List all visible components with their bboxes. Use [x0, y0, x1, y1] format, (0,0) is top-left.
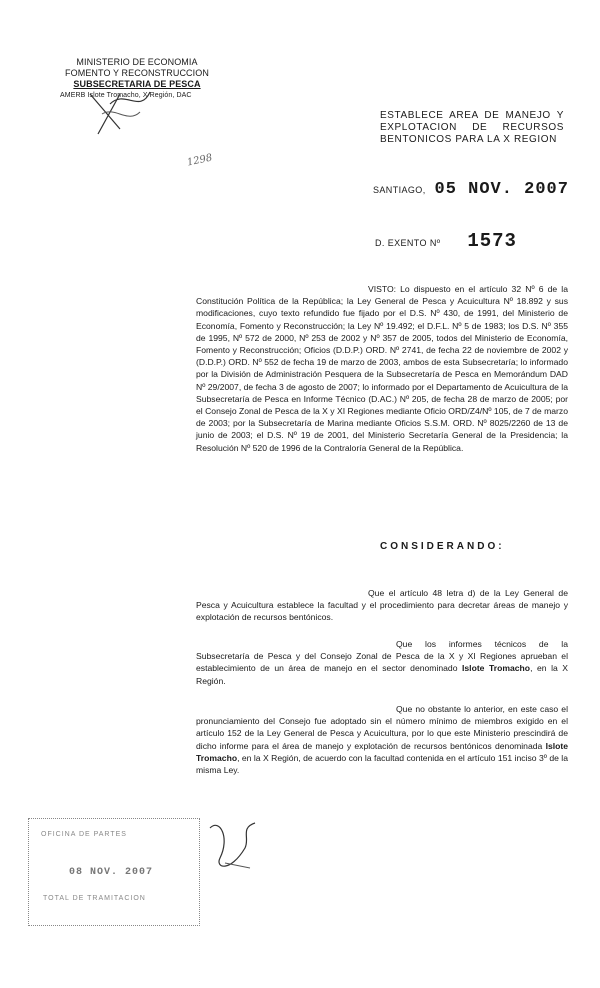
- ministry-subname: FOMENTO Y RECONSTRUCCION: [65, 68, 209, 78]
- considerando-paragraph-2: [196, 638, 568, 687]
- stamp-status: TOTAL DE TRAMITACION: [43, 895, 146, 902]
- stamp-office: OFICINA DE PARTES: [41, 831, 127, 838]
- decree-number-line: [375, 230, 517, 252]
- city-label: SANTIAGO,: [373, 185, 426, 195]
- considerando-paragraph-1: Que el artículo 48 letra d) de la Ley General de Pesca y Acuicultura establece la facultad y el procedimiento para decretar áreas de manejo y explotación de recursos bentónicos.: [196, 588, 568, 623]
- ministry-name: MINISTERIO DE ECONOMIA: [76, 57, 198, 67]
- reference-code: AMERB Islote Tromacho, X Región, DAC: [60, 92, 192, 99]
- subject-line-3: BENTONICOS PARA LA X REGION: [380, 134, 557, 145]
- signature-icon: [200, 808, 270, 888]
- decree-subject: [380, 110, 564, 146]
- subject-line-1: ESTABLECE AREA DE MANEJO Y: [380, 110, 564, 121]
- subsecretariat-name: SUBSECRETARIA DE PESCA: [73, 79, 201, 89]
- reception-stamp: [28, 818, 200, 926]
- paragraph-2-text: Que los informes técnicos de la Subsecretaría de Pesca y del Consejo Zonal de Pesca de la X y XI Regiones aprueban el establecimiento de un área de manejo en el sector denominado: [196, 639, 568, 674]
- considerando-heading: CONSIDERANDO:: [380, 541, 505, 552]
- decree-number-label: D. EXENTO Nº: [375, 238, 441, 248]
- date-stamp: 05 NOV. 2007: [434, 180, 569, 199]
- sector-name: Islote Tromacho: [462, 663, 531, 674]
- subject-line-2: EXPLOTACION DE RECURSOS: [380, 122, 564, 133]
- paragraph-3-tail: , en la X Región, de acuerdo con la facultad contenida en el artículo 151 inciso 3º de la misma Ley.: [196, 752, 568, 776]
- handwritten-number: 1298: [186, 152, 214, 169]
- initials-signature-icon: [80, 84, 160, 144]
- considerando-paragraph-3: [196, 703, 568, 776]
- decree-number: 1573: [467, 230, 517, 252]
- date-line: [373, 180, 569, 199]
- stamp-date: 08 NOV. 2007: [69, 867, 154, 878]
- paragraph-2-tail: , en la X Región.: [196, 663, 569, 686]
- visto-paragraph: VISTO: Lo dispuesto en el artículo 32 Nº 6 de la Constitución Política de la República; la Ley General de Pesca y Acuicultura Nº 18.892 y sus modificaciones, cuyo texto refundido fue fijado por el D.S. Nº 430, de 1991, del Ministerio de Economía, Fomento y Reconstrucción; la Ley Nº 19.492; el D.F.L. Nº 5 de 1983; los D.S. Nº 355 de 1995, Nº 572 de 2000, Nº 253 de 2002 y Nº 357 de 2005, todos del Ministerio de Economía, Fomento y Reconstrucción; Oficios (D.D.P.) ORD. Nº 2741, de fecha 22 de noviembre de 2002 y (D.D.P.) ORD. Nº 552 de fecha 19 de marzo de 2003, ambos de esta Subsecretaría; lo informado por la División de Administración Pesquera de la Subsecretaría de Pesca en Memorándum DAD Nº 29/2007, de fecha 3 de agosto de 2007; lo informado por el Departamento de Acuicultura de la Subsecretaría de Pesca en Informe Técnico (D.AC.) Nº 205, de fecha 28 de marzo de 2005; por el Consejo Zonal de Pesca de la X y XI Regiones mediante Oficio ORD/Z4/Nº 105, de 7 de marzo de 2003; por la Subsecretaría de Marina mediante Oficios S.S.M. ORD. Nº 8025/2260 de 13 de junio de 2003; el D.S. Nº 19 de 2001, del Ministerio Secretaría General de la Presidencia; la Resolución Nº 520 de 1996 de la Contraloría General de la República.: [196, 284, 568, 453]
- sector-name: Islote Tromacho: [196, 740, 569, 763]
- paragraph-3-text: Que no obstante lo anterior, en este caso el pronunciamiento del Consejo fue adoptado sin el número mínimo de miembros exigido en el artículo 152 de la Ley General de Pesca y Acuicultura, por lo que este Ministerio prescindirá de dicho informe para el área de manejo y explotación de recursos bentónicos denominada: [196, 704, 568, 751]
